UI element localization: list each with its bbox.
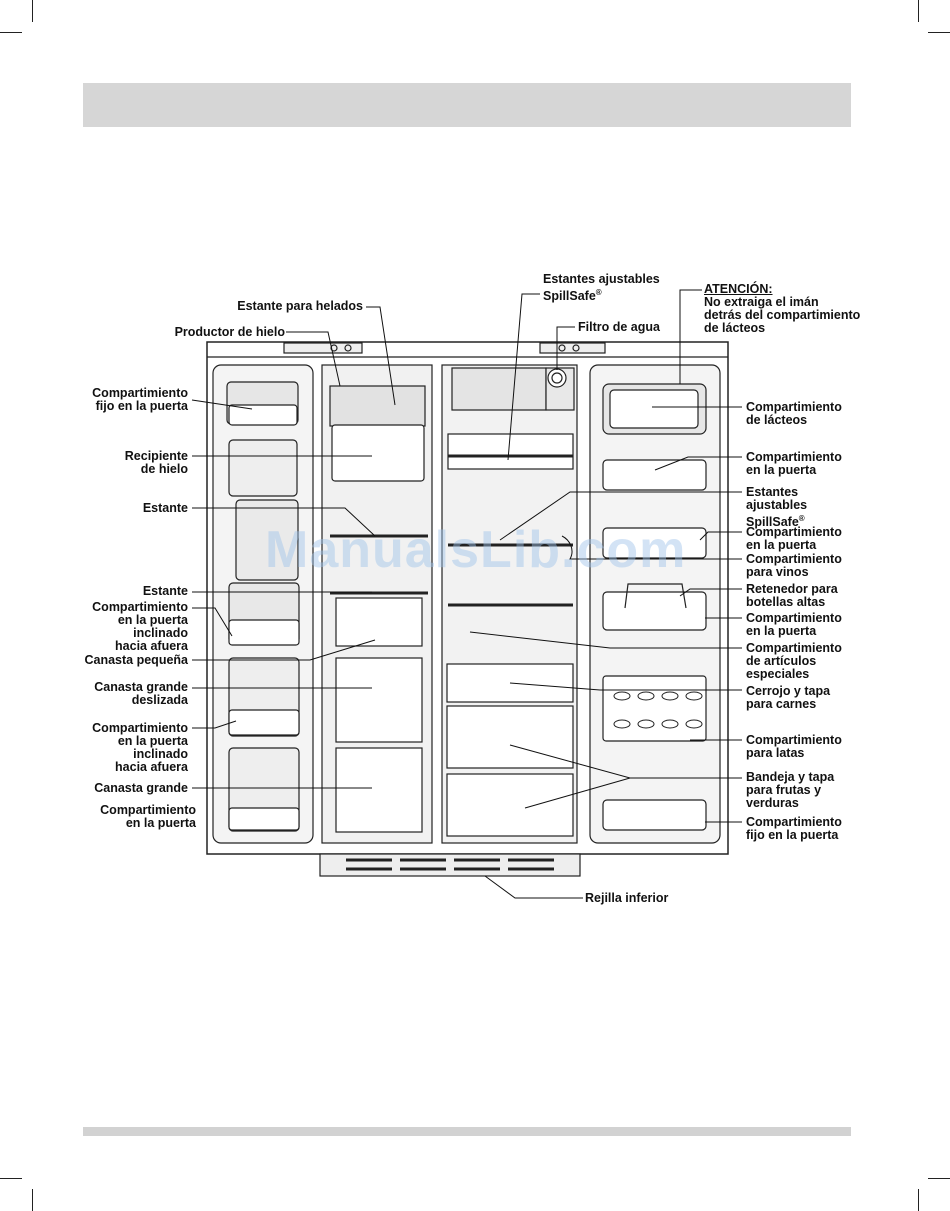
bottom-grille bbox=[320, 854, 580, 876]
label-comp-latas: Compartimiento para latas bbox=[746, 733, 842, 760]
label-comp-articulos: Compartimiento de artículos especiales bbox=[746, 641, 842, 681]
registered-mark: ® bbox=[595, 288, 602, 297]
label-comp-puerta-inclinado-1: Compartimiento en la puerta inclinado hacia afuera bbox=[92, 600, 188, 653]
label-comp-fijo-puerta-bottom: Compartimiento fijo en la puerta bbox=[746, 815, 842, 842]
label-atencion-title: ATENCIÓN: bbox=[704, 282, 773, 296]
label-estante-2: Estante bbox=[142, 584, 188, 598]
label-canasta-grande-deslizada: Canasta grande deslizada bbox=[94, 680, 188, 707]
label-cerrojo-carnes: Cerrojo y tapa para carnes bbox=[746, 684, 831, 711]
label-comp-fijo-puerta-top: Compartimiento fijo en la puerta bbox=[92, 386, 188, 413]
label-estante-1: Estante bbox=[142, 501, 188, 515]
registered-mark: ® bbox=[798, 514, 805, 523]
label-estantes-spillsafe-top bbox=[543, 273, 660, 303]
label-filtro-agua: Filtro de agua bbox=[578, 320, 660, 334]
label-estantes-spillsafe bbox=[746, 486, 807, 529]
label-comp-puerta-2: Compartimiento en la puerta bbox=[746, 525, 842, 552]
label-comp-puerta-1: Compartimiento en la puerta bbox=[746, 450, 842, 477]
label-productor-hielo: Productor de hielo bbox=[174, 325, 285, 339]
label-retenedor-botellas: Retenedor para botellas altas bbox=[746, 582, 838, 609]
hinge-left bbox=[284, 343, 362, 353]
label-estante-helados: Estante para helados bbox=[237, 299, 363, 313]
label-estantes-spillsafe-top-text: Estantes ajustables SpillSafe bbox=[543, 272, 660, 304]
label-atencion-body: No extraiga el imán detrás del compartimiento de lácteos bbox=[704, 295, 861, 335]
label-comp-vinos: Compartimiento para vinos bbox=[746, 552, 842, 579]
label-rejilla-inferior: Rejilla inferior bbox=[585, 891, 669, 905]
watermark: ManualsLib.com bbox=[265, 521, 687, 579]
label-canasta-pequena: Canasta pequeña bbox=[84, 653, 188, 667]
label-bandeja-frutas: Bandeja y tapa para frutas y verduras bbox=[746, 770, 835, 810]
label-comp-lacteos: Compartimiento de lácteos bbox=[746, 400, 842, 427]
label-estantes-spillsafe-text: Estantes ajustables SpillSafe bbox=[746, 485, 808, 530]
label-comp-puerta-inclinado-2: Compartimiento en la puerta inclinado hacia afuera bbox=[92, 721, 188, 774]
label-canasta-grande: Canasta grande bbox=[94, 781, 188, 795]
label-comp-puerta-bottom: Compartimiento en la puerta bbox=[100, 803, 196, 830]
label-comp-puerta-3: Compartimiento en la puerta bbox=[746, 611, 842, 638]
label-recipiente-hielo: Recipiente de hielo bbox=[124, 449, 188, 476]
